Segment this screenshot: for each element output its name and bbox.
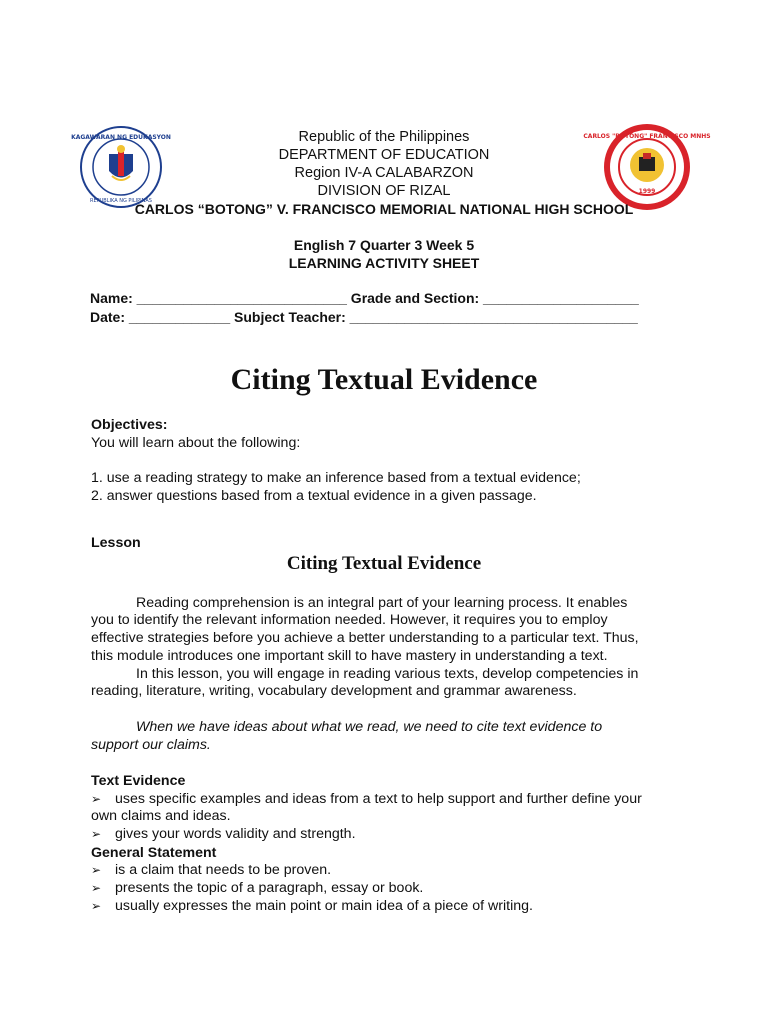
sheet-subject: English 7 Quarter 3 Week 5: [293, 237, 475, 253]
lesson-para1-line4: this module introduces one important skill to have mastery in understanding a text.: [91, 648, 608, 664]
text-evidence-bullet-1-cont: own claims and ideas.: [91, 808, 231, 824]
lesson-para2-line1: In this lesson, you will engage in reading various texts, develop competencies in: [136, 666, 639, 682]
text-evidence-heading: Text Evidence: [91, 773, 186, 789]
objective-item-1: 1. use a reading strategy to make an inference based from a textual evidence;: [91, 470, 581, 486]
sheet-type: LEARNING ACTIVITY SHEET: [288, 255, 480, 271]
lesson-quote-line1: When we have ideas about what we read, we need to cite text evidence to: [136, 719, 603, 735]
lesson-para1-line2: you to identify the relevant information needed. However, it requires you to employ: [91, 612, 608, 628]
deped-seal-bottom-text: REPUBLIKA NG PILIPINAS: [90, 198, 152, 204]
header-republic: Republic of the Philippines: [298, 129, 470, 145]
lesson-quote-line2: support our claims.: [91, 737, 211, 753]
page-title: Citing Textual Evidence: [230, 363, 538, 396]
arrow-bullet-icon: ➢: [91, 881, 102, 895]
lesson-label: Lesson: [91, 535, 141, 551]
header-region: Region IV-A CALABARZON: [294, 165, 474, 181]
lesson-para1-line1: Reading comprehension is an integral part of your learning process. It enables: [136, 595, 628, 611]
header-division: DIVISION OF RIZAL: [317, 183, 451, 199]
header-department: DEPARTMENT OF EDUCATION: [278, 147, 490, 163]
arrow-bullet-icon: ➢: [91, 863, 102, 877]
date-teacher-line: Date: _____________ Subject Teacher: _____________________________________: [90, 309, 638, 325]
lesson-title: Citing Textual Evidence: [286, 553, 482, 574]
objectives-heading: Objectives:: [91, 417, 168, 433]
general-statement-heading: General Statement: [91, 845, 217, 861]
lesson-para1-line3: effective strategies before you achieve a better understanding to a particular text. Thus,: [91, 630, 639, 646]
arrow-bullet-icon: ➢: [91, 899, 102, 913]
school-name: CARLOS “BOTONG” V. FRANCISCO MEMORIAL NATIONAL HIGH SCHOOL: [134, 201, 634, 217]
name-grade-line: Name: ___________________________ Grade and Section: ____________________: [90, 290, 639, 306]
general-statement-bullet-3: ➢ usually expresses the main point or main idea of a piece of writing.: [91, 898, 533, 914]
lesson-para2-line2: reading, literature, writing, vocabulary development and grammar awareness.: [91, 683, 577, 699]
objective-item-2: 2. answer questions based from a textual evidence in a given passage.: [91, 488, 537, 504]
objectives-intro: You will learn about the following:: [91, 435, 301, 451]
text-evidence-bullet-2: ➢ gives your words validity and strength.: [91, 826, 356, 842]
general-statement-bullet-1: ➢ is a claim that needs to be proven.: [91, 862, 332, 878]
general-statement-bullet-2: ➢ presents the topic of a paragraph, essay or book.: [91, 880, 424, 896]
school-seal-year: 1999: [638, 188, 656, 195]
school-seal-text: CARLOS "BOTONG" FRANCISCO MNHS: [583, 133, 711, 140]
arrow-bullet-icon: ➢: [91, 827, 102, 841]
deped-seal-top-text: KAGAWARAN NG EDUKASYON: [71, 134, 171, 141]
text-evidence-bullet-1: ➢ uses specific examples and ideas from a text to help support and further define your: [91, 791, 642, 807]
arrow-bullet-icon: ➢: [91, 792, 102, 806]
